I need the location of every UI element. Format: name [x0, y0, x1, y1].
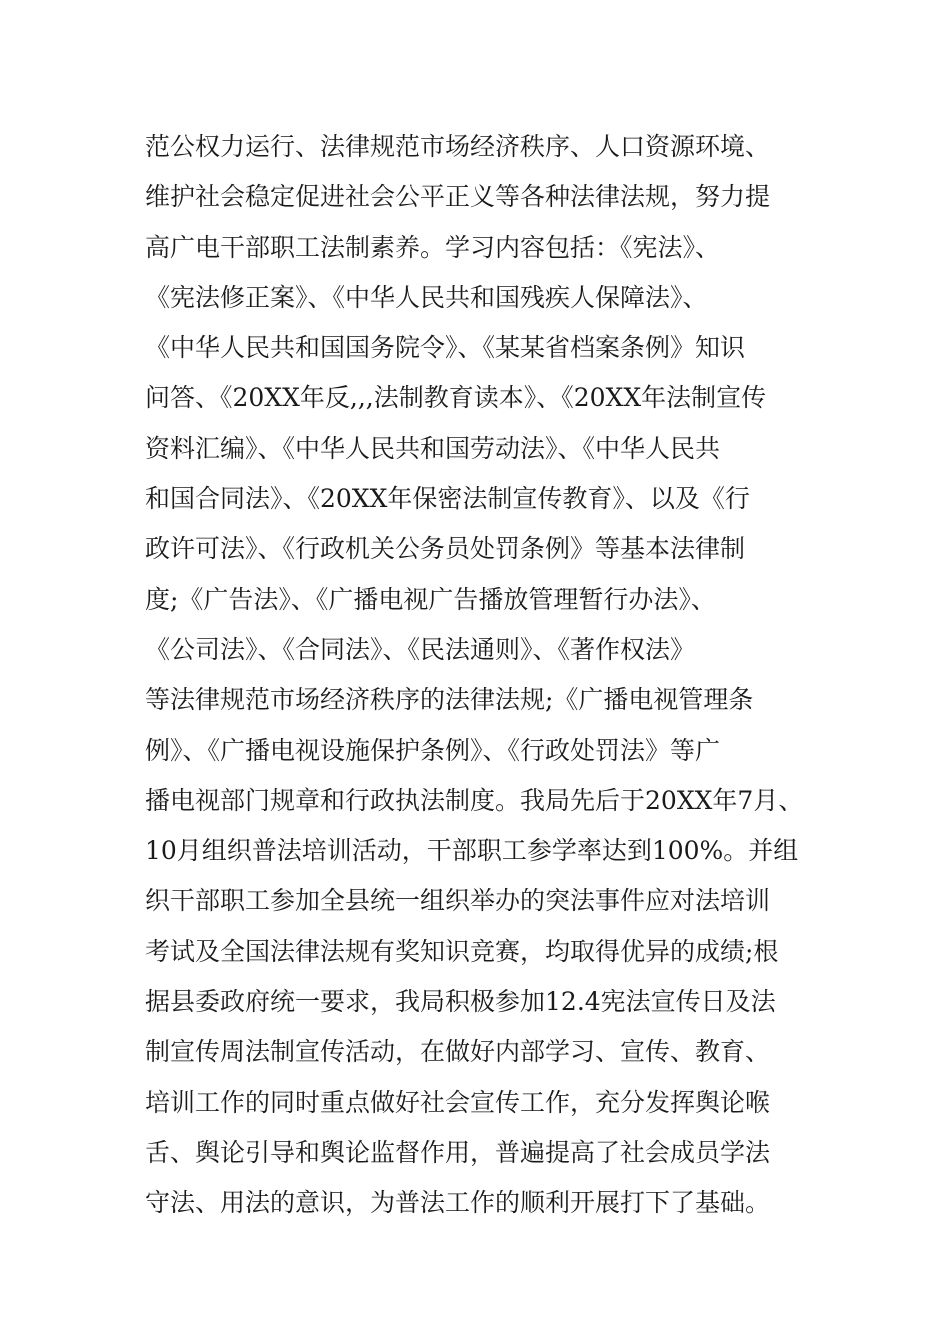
text-line: 资料汇编》、《中华人民共和国劳动法》、《中华人民共 [145, 433, 721, 463]
text-line: 维护社会稳定促进社会公平正义等各种法律法规，努力提 [145, 182, 771, 212]
text-line: 制宣传周法制宣传活动，在做好内部学习、宣传、教育、 [145, 1037, 771, 1067]
text-line: 考试及全国法律法规有奖知识竞赛，均取得优异的成绩;根 [145, 936, 779, 966]
text-line: 播电视部门规章和行政执法制度。我局先后于20XX年7月、 [145, 785, 804, 815]
text-line: 10月组织普法培训活动，干部职工参学率达到100%。并组 [145, 836, 799, 866]
text-line: 等法律规范市场经济秩序的法律法规;《广播电视管理条 [145, 685, 754, 715]
text-line: 和国合同法》、《20XX年保密法制宣传教育》、以及《行 [145, 484, 750, 514]
text-line: 高广电干部职工法制素养。学习内容包括：《宪法》、 [145, 232, 721, 262]
text-line: 《中华人民共和国国务院令》、《某某省档案条例》知识 [145, 333, 746, 363]
body-paragraph [145, 122, 815, 1229]
text-line: 舌、舆论引导和舆论监督作用，普遍提高了社会成员学法 [145, 1137, 771, 1167]
text-line: 例》、《广播电视设施保护条例》、《行政处罚法》等广 [145, 735, 721, 765]
text-line: 度;《广告法》、《广播电视广告播放管理暂行办法》、 [145, 584, 716, 614]
text-line: 《公司法》、《合同法》、《民法通则》、《著作权法》 [145, 634, 696, 664]
text-line: 政许可法》、《行政机关公务员处罚条例》等基本法律制 [145, 534, 746, 564]
text-line: 培训工作的同时重点做好社会宣传工作，充分发挥舆论喉 [145, 1087, 771, 1117]
text-line: 范公权力运行、法律规范市场经济秩序、人口资源环境、 [145, 132, 771, 161]
text-line: 守法、用法的意识，为普法工作的顺利开展打下了基础。 [145, 1188, 771, 1218]
text-line: 《宪法修正案》、《中华人民共和国残疾人保障法》、 [145, 282, 708, 312]
text-line: 据县委政府统一要求，我局积极参加12.4宪法宣传日及法 [145, 987, 776, 1017]
text-line: 问答、《20XX年反,,,法制教育读本》、《20XX年法制宣传 [145, 383, 767, 413]
text-line: 织干部职工参加全县统一组织举办的突法事件应对法培训 [145, 886, 771, 916]
